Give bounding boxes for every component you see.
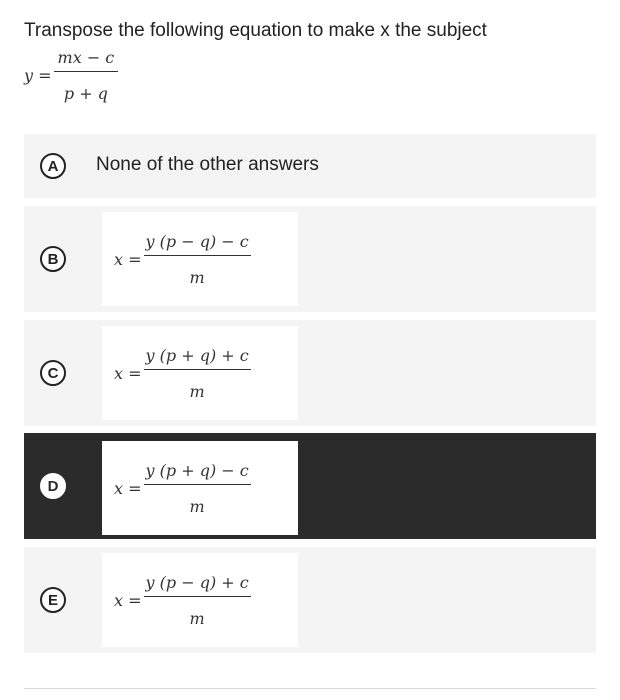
answer-option-e[interactable] <box>24 547 596 653</box>
option-formula <box>102 441 298 535</box>
question-equation <box>24 48 118 103</box>
formula-numerator: y (p − q) + c <box>145 572 249 592</box>
formula-lhs: x = <box>114 363 142 383</box>
option-text: None of the other answers <box>96 154 319 175</box>
formula-fraction <box>144 346 251 401</box>
option-formula <box>102 212 298 306</box>
formula-numerator: y (p + q) + c <box>145 345 249 365</box>
formula-numerator: y (p + q) − c <box>145 460 249 480</box>
answer-option-d[interactable] <box>24 433 596 539</box>
question-block <box>24 0 596 130</box>
formula-denominator: m <box>189 496 205 516</box>
formula-lhs: x = <box>114 249 142 269</box>
equation-denominator: p + q <box>63 84 108 103</box>
formula-numerator: y (p − q) − c <box>145 231 249 251</box>
formula-lhs: x = <box>114 478 142 498</box>
formula-fraction <box>144 573 251 628</box>
question-text: Transpose the following equation to make x the subject <box>24 20 487 41</box>
option-letter-badge: C <box>40 360 66 386</box>
answer-option-a[interactable] <box>24 134 596 198</box>
option-letter-badge: A <box>40 153 66 179</box>
formula-denominator: m <box>189 608 205 628</box>
formula-denominator: m <box>189 381 205 401</box>
formula-fraction <box>144 461 251 516</box>
equation-lhs: y = <box>24 66 52 85</box>
bottom-divider <box>24 688 596 689</box>
option-letter-badge: E <box>40 587 66 613</box>
formula-fraction <box>144 232 251 287</box>
option-formula <box>102 326 298 420</box>
option-letter-badge: B <box>40 246 66 272</box>
equation-fraction <box>54 48 119 103</box>
option-formula <box>102 553 298 647</box>
equation-numerator: mx − c <box>57 48 115 67</box>
formula-lhs: x = <box>114 590 142 610</box>
answer-option-b[interactable] <box>24 206 596 312</box>
formula-denominator: m <box>189 267 205 287</box>
option-letter-badge: D <box>40 473 66 499</box>
answer-option-c[interactable] <box>24 320 596 426</box>
